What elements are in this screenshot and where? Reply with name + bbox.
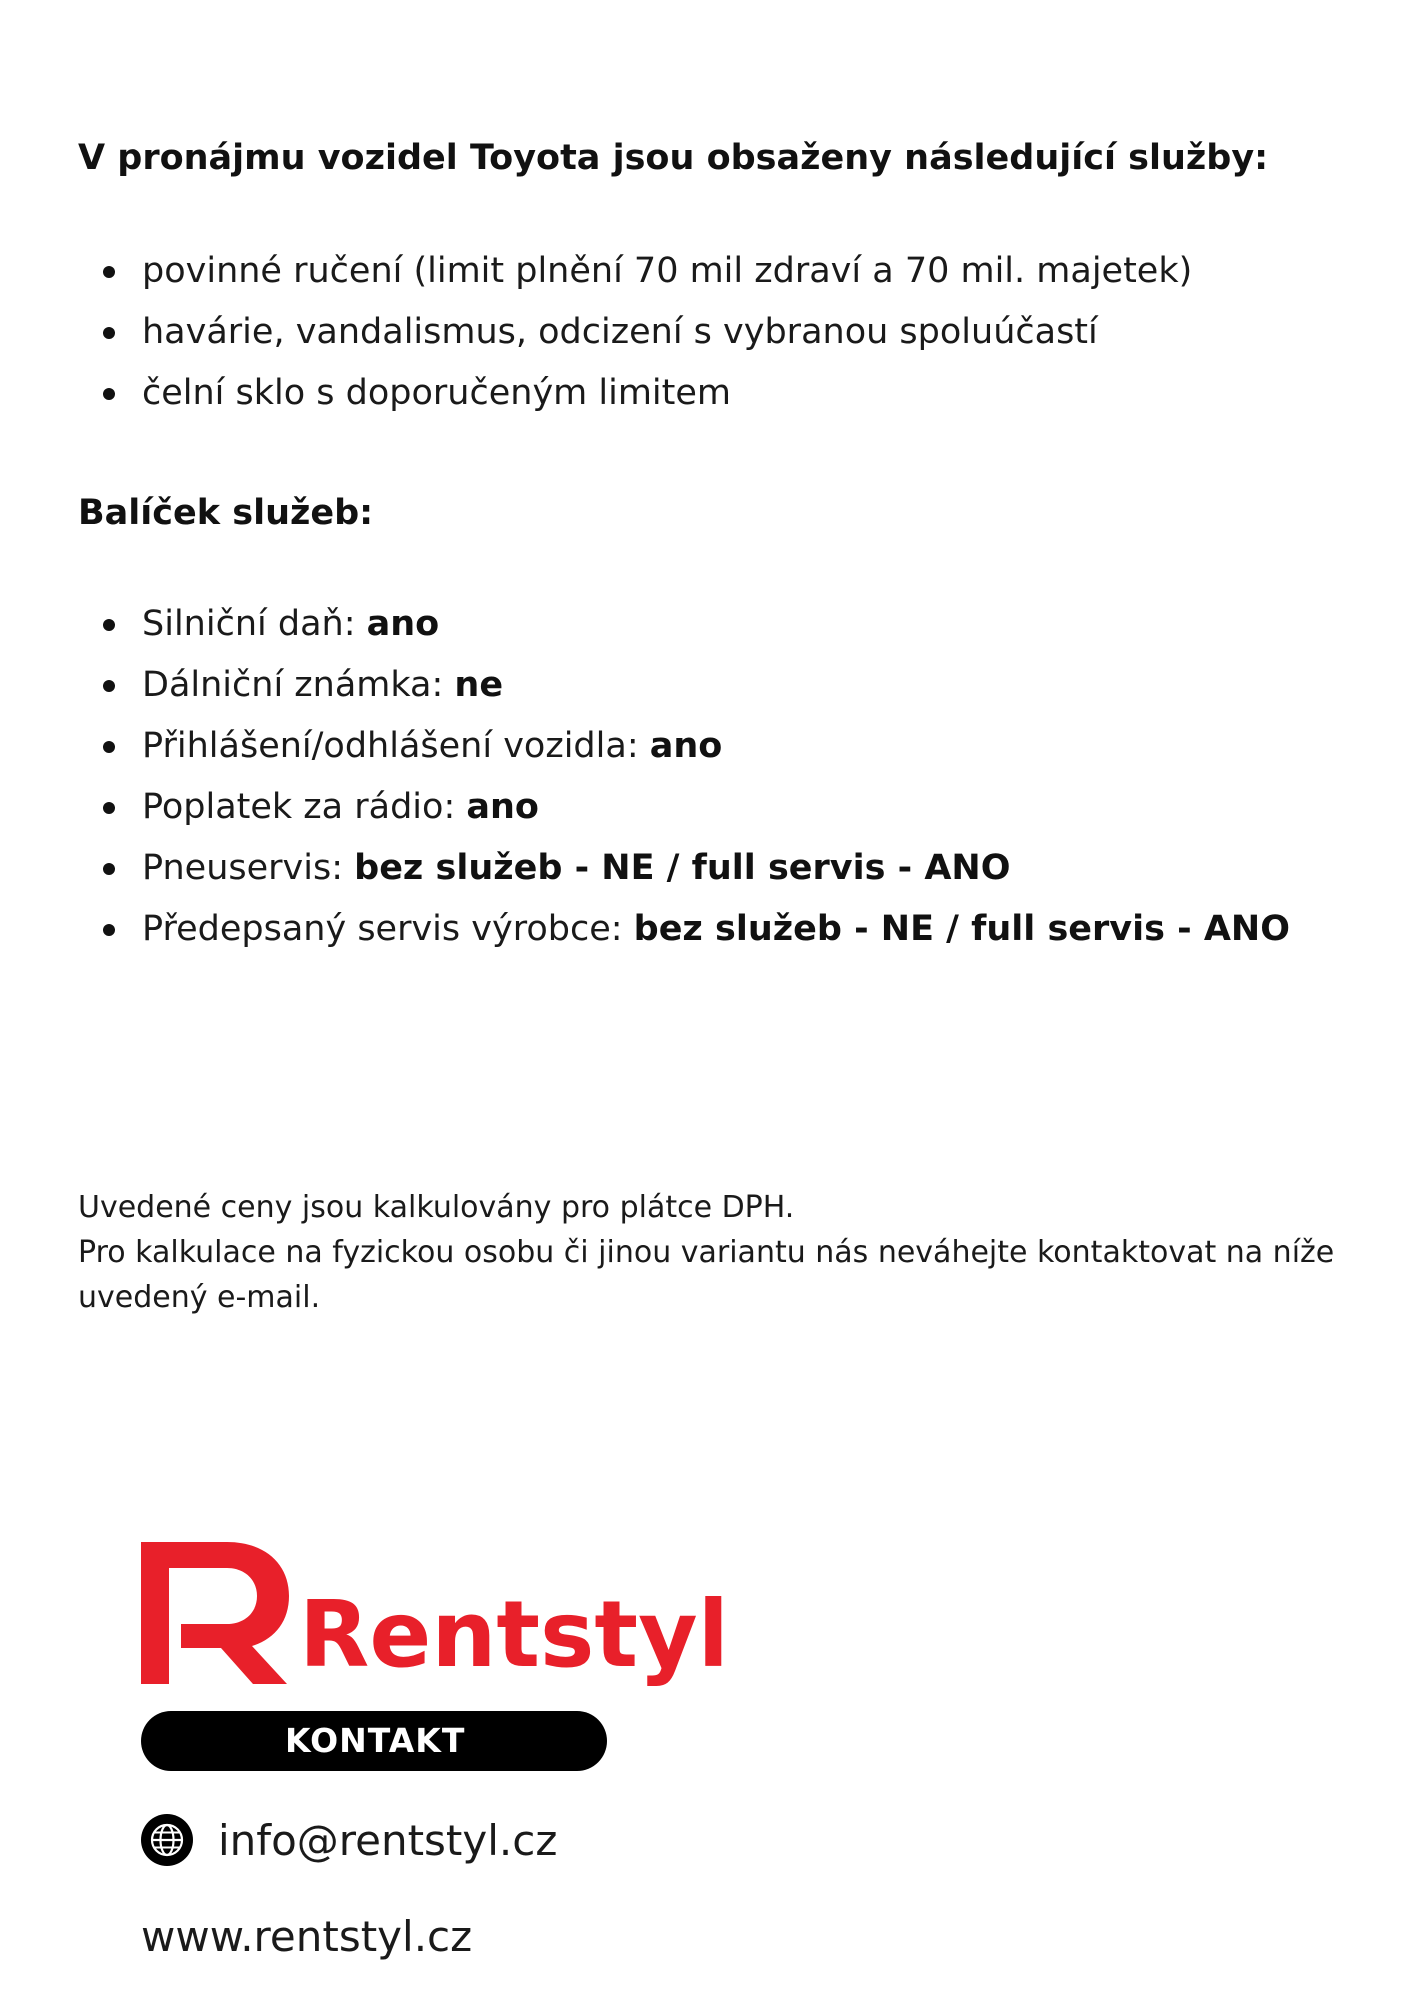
rentstyl-logo (141, 1538, 741, 1688)
package-item-value: ano (466, 787, 539, 827)
contact-button[interactable]: KONTAKT (141, 1711, 607, 1771)
email-row[interactable] (141, 1812, 557, 1868)
included-item-text: povinné ručení (limit plnění 70 mil zdraví a 70 mil. majetek) (142, 251, 1193, 291)
included-services-heading: V pronájmu vozidel Toyota jsou obsaženy následující služby: (78, 138, 1269, 178)
list-item (0, 594, 1290, 655)
bullet-dot (103, 741, 115, 753)
bullet-dot (103, 388, 115, 400)
pricing-note-line: Uvedené ceny jsou kalkulovány pro plátce DPH. (78, 1190, 795, 1225)
pricing-note (78, 1185, 1348, 1320)
list-item (0, 302, 1192, 363)
package-item-label: Dálniční známka: (142, 665, 455, 705)
email-link[interactable]: info@rentstyl.cz (218, 1815, 558, 1865)
bullet-dot (103, 619, 115, 631)
package-item-value: bez služeb - NE / full servis - ANO (633, 909, 1290, 949)
package-item-value: ano (649, 726, 723, 766)
package-item-value: bez služeb - NE / full servis - ANO (354, 848, 1011, 888)
r-mark-icon (141, 1542, 289, 1684)
package-item-label: Silniční daň: (142, 604, 367, 644)
included-item-text: čelní sklo s doporučeným limitem (142, 373, 732, 413)
list-item (0, 363, 1192, 424)
bullet-dot (103, 266, 115, 278)
package-item-label: Pneuservis: (142, 848, 355, 888)
bullet-dot (103, 327, 115, 339)
list-item (0, 716, 1290, 777)
website-link[interactable]: www.rentstyl.cz (141, 1912, 473, 1961)
bullet-dot (103, 802, 115, 814)
list-item (0, 655, 1290, 716)
globe-icon (141, 1814, 193, 1866)
service-package-heading: Balíček služeb: (78, 493, 374, 533)
brand-name: Rentstyl (299, 1581, 729, 1688)
included-services-list (0, 241, 1192, 424)
bullet-dot (103, 924, 115, 936)
included-item-text: havárie, vandalismus, odcizení s vybranou spoluúčastí (142, 312, 1098, 352)
service-package-list (0, 594, 1290, 960)
pricing-note-line: Pro kalkulace na fyzickou osobu či jinou variantu nás neváhejte kontaktovat na níže uvedený e-mail. (78, 1235, 1335, 1315)
list-item (0, 838, 1290, 899)
package-item-value: ano (366, 604, 440, 644)
list-item (0, 777, 1290, 838)
list-item (0, 241, 1192, 302)
package-item-label: Přihlášení/odhlášení vozidla: (142, 726, 650, 766)
list-item (0, 899, 1290, 960)
package-item-value: ne (454, 665, 504, 705)
bullet-dot (103, 680, 115, 692)
bullet-dot (103, 863, 115, 875)
package-item-label: Poplatek za rádio: (142, 787, 467, 827)
package-item-label: Předepsaný servis výrobce: (142, 909, 634, 949)
